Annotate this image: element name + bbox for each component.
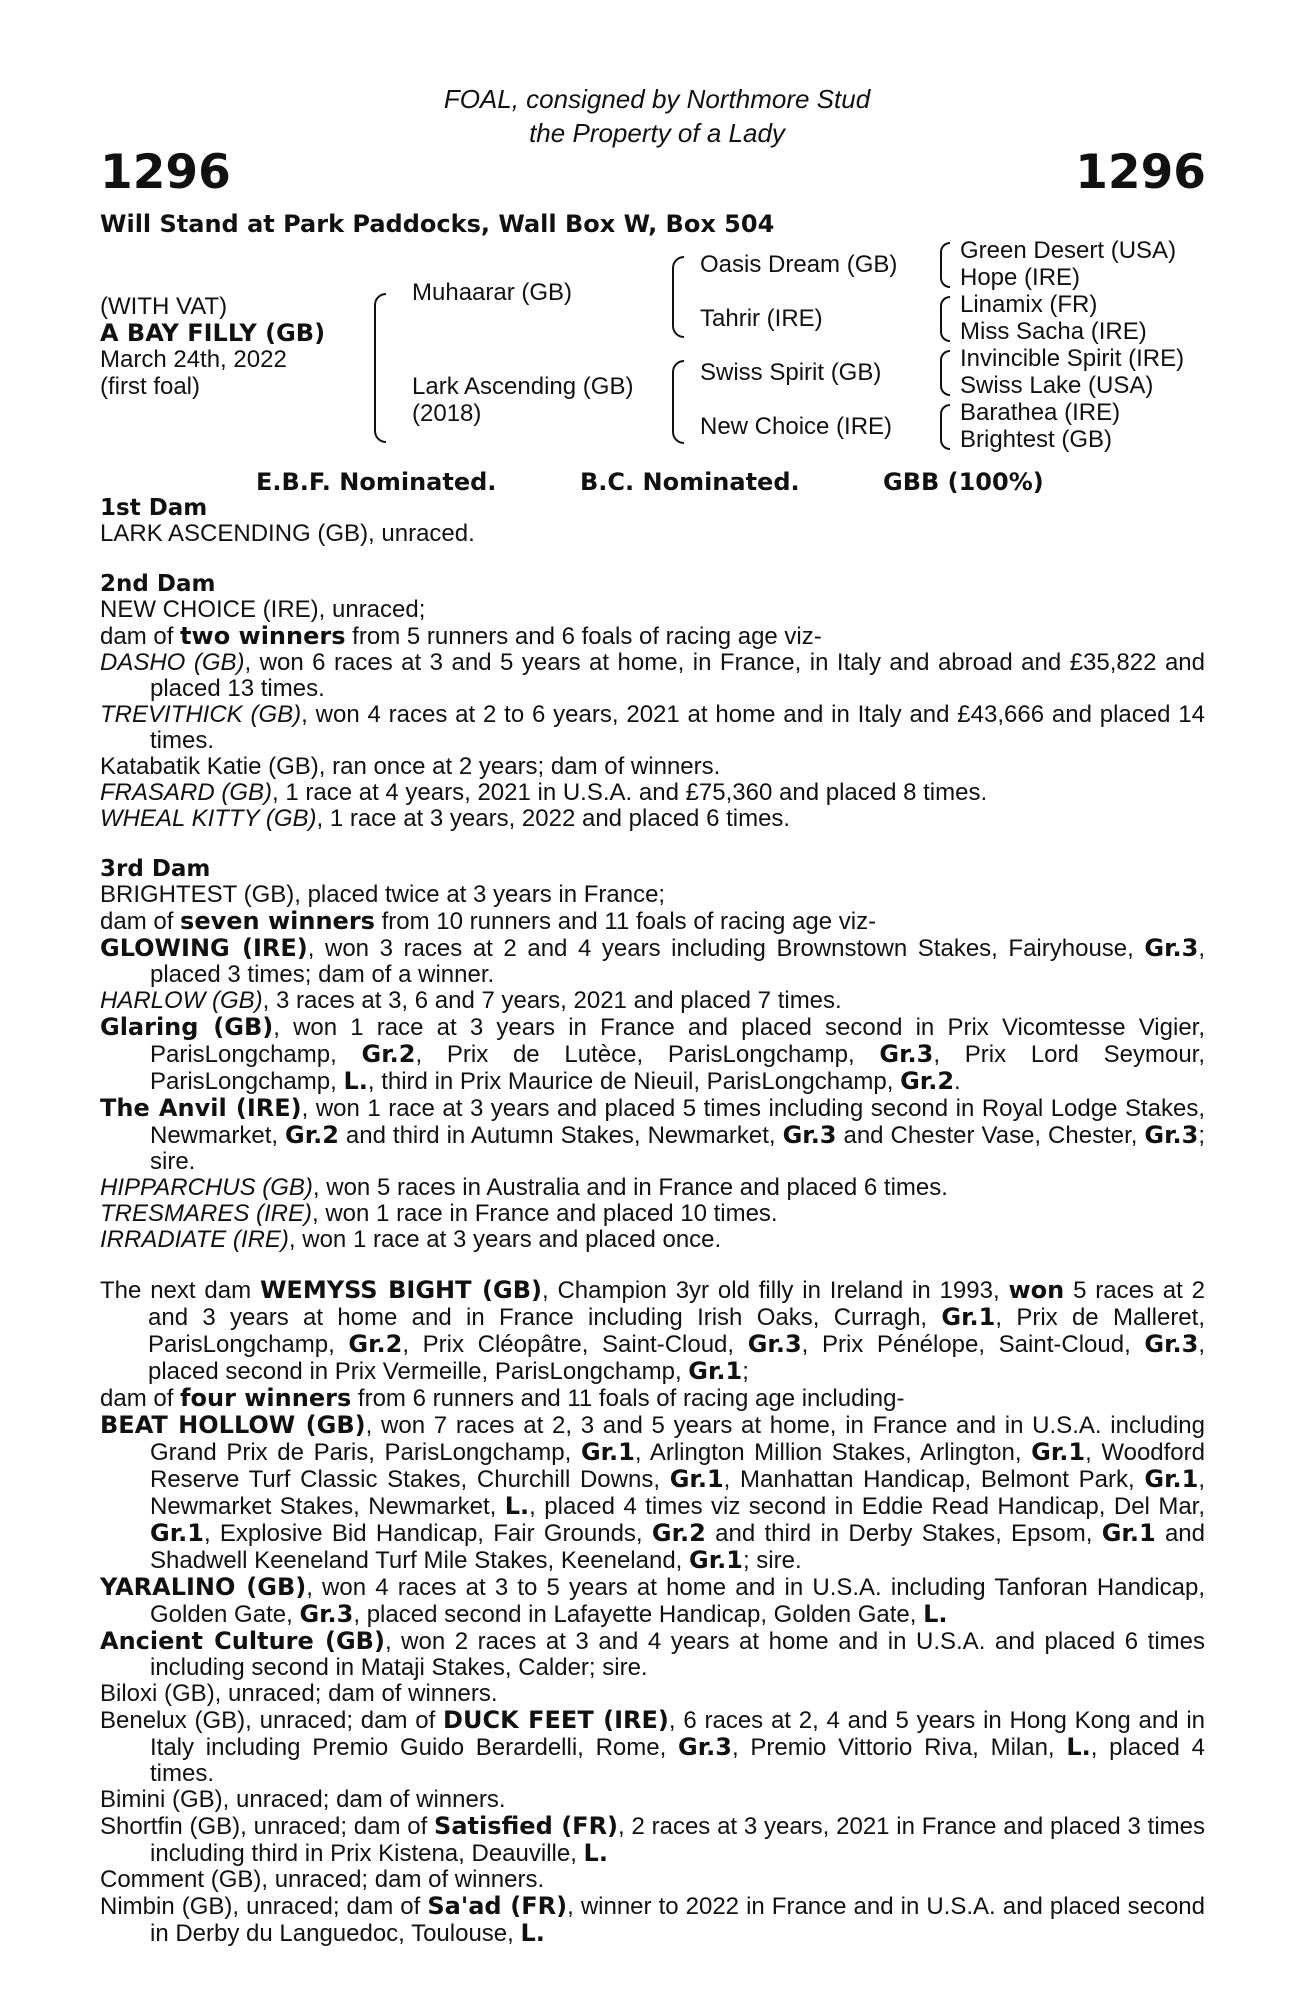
pedigree-brace-g3-2 — [940, 296, 950, 342]
sire-dam: Tahrir (IRE) — [700, 305, 823, 332]
entry-bimini: Bimini (GB), unraced; dam of winners. — [100, 1786, 506, 1813]
ancestor-2: Hope (IRE) — [960, 264, 1081, 291]
owner-line: the Property of a Lady — [529, 118, 785, 148]
next-dam-line: The next dam WEMYSS BIGHT (GB), Champion 3yr old filly in Ireland in 1993, won 5 races at 2 and 3 years at home and in France including Irish Oaks, Curragh, Gr.1, Prix de Malleret, ParisLongchamp, Gr.2, Prix Cléopâtre, Saint-Cloud, Gr.3, Prix Pénélope, Saint-Cloud, Gr.3, placed second in Prix Vermeille, ParisLongchamp, Gr.1; — [100, 1276, 1206, 1385]
ancestor-4: Miss Sacha (IRE) — [960, 318, 1147, 345]
entry-nimbin: Nimbin (GB), unraced; dam of Sa'ad (FR), winner to 2022 in France and in U.S.A. and placed second in Derby du Languedoc, Toulouse, L. — [100, 1892, 1206, 1947]
entry-dasho: DASHO (GB), won 6 races at 3 and 5 years at home, in France, in Italy and abroad and £35,822 and placed 13 times. — [100, 649, 1205, 702]
second-dam-line: NEW CHOICE (IRE), unraced; — [100, 596, 426, 623]
entry-frasard: FRASARD (GB), 1 race at 4 years, 2021 in U.S.A. and £75,360 and placed 8 times. — [100, 779, 988, 806]
entry-yaralino: YARALINO (GB), won 4 races at 3 to 5 years at home and in U.S.A. including Tanforan Handicap, Golden Gate, Gr.3, placed second in Lafayette Handicap, Golden Gate, L. — [100, 1573, 1205, 1628]
third-dam-produce: dam of seven winners from 10 runners and 11 foals of racing age viz- — [100, 907, 877, 935]
foal-note: (first foal) — [100, 373, 201, 400]
pedigree-brace-sire — [672, 256, 684, 338]
first-dam-heading: 1st Dam — [100, 495, 208, 521]
vat-note: (WITH VAT) — [100, 293, 228, 320]
pedigree-brace-dam — [672, 360, 684, 444]
dam-sire: Swiss Spirit (GB) — [700, 359, 882, 386]
ancestor-3: Linamix (FR) — [960, 291, 1098, 318]
catalogue-body — [100, 495, 1205, 1947]
ebf-nomination: E.B.F. Nominated. — [256, 468, 497, 496]
entry-comment: Comment (GB), unraced; dam of winners. — [100, 1866, 545, 1893]
foaling-date: March 24th, 2022 — [100, 346, 287, 373]
ancestor-8: Brightest (GB) — [960, 426, 1113, 453]
first-dam-text: LARK ASCENDING (GB), unraced. — [100, 520, 475, 547]
pedigree-brace-g3-4 — [940, 404, 950, 450]
entry-tresmares: TRESMARES (IRE), won 1 race in France and placed 10 times. — [100, 1200, 778, 1227]
entry-ancient-culture: Ancient Culture (GB), won 2 races at 3 and 4 years at home and in U.S.A. and placed 6 times including second in Mataji Stakes, Calder; sire. — [100, 1627, 1206, 1681]
third-dam-line: BRIGHTEST (GB), placed twice at 3 years in France; — [100, 881, 666, 908]
ancestor-7: Barathea (IRE) — [960, 399, 1121, 426]
second-dam-produce: dam of two winners from 5 runners and 6 foals of racing age viz- — [100, 622, 822, 650]
entry-harlow: HARLOW (GB), 3 races at 3, 6 and 7 years, 2021 and placed 7 times. — [100, 987, 842, 1014]
next-dam-produce: dam of four winners from 6 runners and 11 foals of racing age including- — [100, 1384, 905, 1412]
third-dam-heading: 3rd Dam — [100, 856, 211, 882]
entry-glaring: Glaring (GB), won 1 race at 3 years in France and placed second in Prix Vicomtesse Vigier, ParisLongchamp, Gr.2, Prix de Lutèce, ParisLongchamp, Gr.3, Prix Lord Seymour, ParisLongchamp, L., third in Prix Maurice de Nieuil, ParisLongchamp, Gr.2. — [100, 1013, 1206, 1095]
entry-beat-hollow: BEAT HOLLOW (GB), won 7 races at 2, 3 and 5 years at home, in France and in U.S.A. including Grand Prix de Paris, ParisLongchamp, Gr.1, Arlington Million Stakes, Arlington, Gr.1, Woodford Reserve Turf Classic Stakes, Churchill Downs, Gr.1, Manhattan Handicap, Belmont Park, Gr.1, Newmarket Stakes, Newmarket, L., placed 4 times viz second in Eddie Read Handicap, Del Mar, Gr.1, Explosive Bid Handicap, Fair Grounds, Gr.2 and third in Derby Stakes, Epsom, Gr.1 and Shadwell Keeneland Turf Mile Stakes, Keeneland, Gr.1; sire. — [100, 1411, 1205, 1574]
entry-hipparchus: HIPPARCHUS (GB), won 5 races in Australia and in France and placed 6 times. — [100, 1174, 948, 1201]
lot-number-left: 1296 — [100, 145, 231, 200]
entry-benelux: Benelux (GB), unraced; dam of DUCK FEET (IRE), 6 races at 2, 4 and 5 years in Hong Kong and in Italy including Premio Guido Berardelli, Rome, Gr.3, Premio Vittorio Riva, Milan, L., placed 4 times. — [100, 1706, 1205, 1787]
entry-the-anvil: The Anvil (IRE), won 1 race at 3 years and placed 5 times including second in Royal Lodge Stakes, Newmarket, Gr.2 and third in Autumn Stakes, Newmarket, Gr.3 and Chester Vase, Chester, Gr.3; sire. — [100, 1094, 1206, 1175]
dam-dam: New Choice (IRE) — [700, 413, 893, 440]
ancestor-6: Swiss Lake (USA) — [960, 372, 1154, 399]
lot-number-right: 1296 — [1075, 145, 1206, 200]
sire-sire: Oasis Dream (GB) — [700, 251, 898, 278]
ancestor-1: Green Desert (USA) — [960, 237, 1177, 264]
entry-biloxi: Biloxi (GB), unraced; dam of winners. — [100, 1680, 498, 1707]
consignor-line: FOAL, consigned by Northmore Stud — [443, 84, 871, 114]
entry-wheal-kitty: WHEAL KITTY (GB), 1 race at 3 years, 2022 and placed 6 times. — [100, 805, 791, 832]
horse-name: A BAY FILLY (GB) — [100, 319, 326, 347]
entry-irradiate: IRRADIATE (IRE), won 1 race at 3 years and placed once. — [100, 1226, 722, 1253]
pedigree-brace-g3-3 — [940, 350, 950, 396]
gbb-rating: GBB (100%) — [883, 468, 1044, 496]
entry-shortfin: Shortfin (GB), unraced; dam of Satisfied (FR), 2 races at 3 years, 2021 in France and placed 3 times including third in Prix Kistena, Deauville, L. — [100, 1812, 1205, 1867]
dam-name: Lark Ascending (GB) — [412, 373, 634, 400]
dam-year: (2018) — [412, 400, 482, 427]
entry-glowing: GLOWING (IRE), won 3 races at 2 and 4 years including Brownstown Stakes, Fairyhouse, Gr.3, placed 3 times; dam of a winner. — [100, 934, 1205, 988]
bc-nomination: B.C. Nominated. — [580, 468, 800, 496]
pedigree-brace-g3-1 — [940, 242, 950, 288]
stand-location: Will Stand at Park Paddocks, Wall Box W, Box 504 — [100, 210, 775, 238]
pedigree-brace-main — [374, 293, 386, 443]
second-dam-heading: 2nd Dam — [100, 571, 216, 597]
sire-name: Muhaarar (GB) — [412, 279, 573, 306]
entry-trevithick: TREVITHICK (GB), won 4 races at 2 to 6 years, 2021 at home and in Italy and £43,666 and placed 14 times. — [100, 701, 1205, 754]
entry-katabatik-katie: Katabatik Katie (GB), ran once at 2 years; dam of winners. — [100, 753, 721, 780]
ancestor-5: Invincible Spirit (IRE) — [960, 345, 1185, 372]
